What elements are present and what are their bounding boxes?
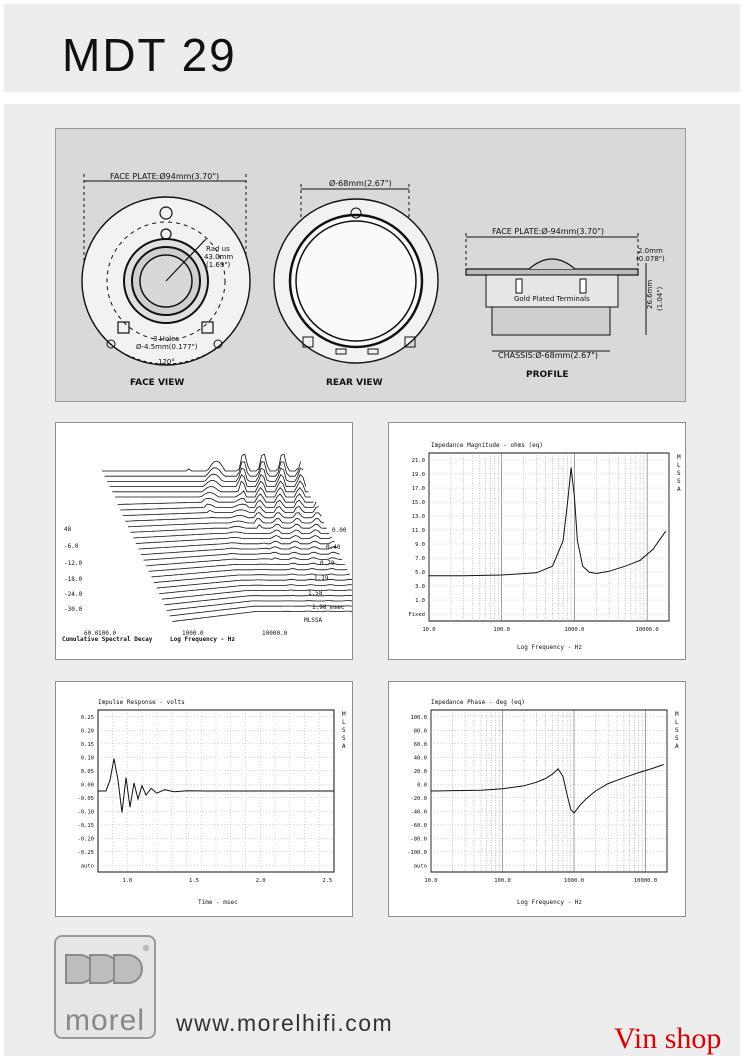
y-tick-label: -80.0: [410, 836, 427, 843]
x-tick-label: 10.0: [424, 878, 438, 884]
side-label-letter: S: [677, 478, 681, 485]
csd-time-tick: 0.79: [320, 560, 335, 567]
decay-slice: [107, 468, 303, 481]
y-tick-label: auto: [80, 863, 94, 870]
impulse-chart: [56, 682, 352, 916]
csd-svg: [56, 423, 352, 659]
rear-view-label: REAR VIEW: [326, 378, 383, 388]
y-tick-label: 9.0: [415, 542, 425, 548]
chart-xlabel: Log Frequency - Hz: [517, 644, 583, 651]
y-tick-label: 100.0: [410, 714, 427, 721]
diagram-svg: [56, 129, 687, 403]
decay-slice: [123, 507, 319, 516]
y-tick-label: -0.05: [77, 795, 94, 802]
csd-ytick: -18.0: [64, 576, 83, 583]
decay-slice: [125, 513, 321, 522]
csd-time-tick: 0.40: [326, 544, 341, 551]
csd-caption-right: Log Frequency - Hz: [170, 636, 236, 643]
profile-faceplate: [466, 269, 638, 275]
decay-slice: [141, 547, 337, 555]
decay-slice: [105, 462, 301, 477]
series-line: [429, 468, 666, 576]
profile-view: [466, 233, 646, 351]
radius-label-2: 43.0mm: [204, 253, 234, 261]
y-tick-label: 5.0: [415, 570, 425, 576]
chart-title: Impedance Phase - deg (eq): [431, 699, 525, 706]
chart-xlabel: Log Frequency - Hz: [517, 899, 583, 906]
csd-panel: [55, 422, 353, 660]
csd-xtick: 60.0: [84, 630, 99, 637]
x-tick-label: 2.5: [322, 878, 333, 884]
side-label-letter: M: [675, 711, 679, 718]
csd-caption-left: Cumulative Spectral Decay: [62, 636, 153, 643]
side-label-letter: M: [677, 454, 681, 461]
csd-time-tick: 0.00: [332, 527, 347, 534]
impulse-panel: [55, 681, 353, 917]
profile-terminal-2: [580, 279, 586, 293]
side-label-letter: S: [342, 735, 346, 742]
thick-label-1: 2.0mm: [638, 247, 663, 255]
y-tick-label: -0.15: [77, 822, 94, 829]
logo-word: morel: [64, 1004, 145, 1037]
decay-slice: [138, 541, 334, 549]
y-tick-label: 15.0: [411, 500, 425, 506]
x-tick-label: 1.0: [122, 878, 133, 884]
y-tick-label: -0.20: [77, 836, 94, 843]
chart-xlabel: Time - msec: [198, 899, 238, 906]
angle-label: 120°: [158, 358, 175, 366]
csd-xtick: 10000.0: [262, 630, 288, 637]
plot-frame: [429, 453, 669, 621]
side-label-letter: S: [675, 727, 679, 734]
csd-time-tick: 1.19: [314, 575, 329, 582]
y-tick-label: 0.05: [80, 768, 94, 775]
rear-chassis-ring: [290, 215, 422, 347]
title-bar: [4, 4, 740, 92]
y-tick-label: 0.00: [80, 782, 94, 789]
rear-diameter-label: Ø-68mm(2.67"): [329, 179, 392, 188]
thick-label-2: (0.078"): [636, 255, 665, 263]
y-tick-label: -60.0: [410, 822, 427, 829]
y-tick-label: 0.0: [417, 782, 427, 789]
profile-face-plate-label: FACE PLATE:Ø-94mm(3.70"): [492, 227, 605, 236]
profile-terminal-1: [516, 279, 522, 293]
y-tick-label: 80.0: [413, 728, 427, 735]
impedance-panel: [388, 422, 686, 660]
y-tick-label: -100.0: [407, 849, 427, 856]
radius-label-1: Rad us: [206, 245, 230, 253]
y-tick-label: 17.0: [411, 486, 425, 492]
series-line: [431, 765, 664, 814]
y-tick-label: 13.0: [411, 514, 425, 520]
x-tick-label: 10.0: [422, 627, 436, 633]
csd-ytick: 48: [64, 526, 72, 533]
face-plate-label: FACE PLATE:Ø94mm(3.70"): [110, 172, 220, 181]
x-tick-label: 1.5: [189, 878, 199, 884]
csd-ytick: -6.0: [64, 543, 79, 550]
y-tick-label: 0.20: [80, 728, 94, 735]
y-tick-label: -20.0: [410, 795, 427, 802]
page-title: MDT 29: [62, 29, 237, 81]
y-tick-label: 7.0: [415, 556, 425, 562]
profile-dome: [529, 259, 575, 269]
csd-xtick: 100.0: [98, 630, 117, 637]
y-tick-label: -0.10: [77, 809, 94, 816]
face-view-label: FACE VIEW: [130, 378, 185, 388]
csd-brand: MLSSA: [304, 617, 323, 624]
side-label-letter: S: [675, 735, 679, 742]
y-tick-label: 20.0: [413, 768, 427, 775]
mechanical-diagram: [55, 128, 686, 402]
csd-time-tick: 1.58: [308, 590, 323, 597]
depth-label-2: (1.04"): [656, 286, 664, 311]
y-tick-label: 1.0: [415, 598, 425, 604]
y-tick-label: 40.0: [413, 755, 427, 762]
side-label-letter: A: [342, 743, 346, 750]
radius-label-3: (1.69"): [206, 261, 231, 269]
x-tick-label: 1000.0: [564, 878, 584, 884]
profile-chassis: [492, 307, 610, 335]
side-label-letter: L: [677, 462, 681, 469]
side-label-letter: M: [342, 711, 346, 718]
y-tick-label: 0.15: [80, 741, 94, 748]
decay-slice: [159, 585, 352, 594]
side-label-letter: A: [675, 743, 679, 750]
website-url[interactable]: www.morelhifi.com: [176, 1010, 394, 1036]
y-tick-label: Fixed: [408, 612, 425, 618]
decay-slice: [136, 536, 332, 544]
decay-slice: [162, 590, 352, 599]
chart-title: Impulse Response - volts: [98, 699, 185, 706]
csd-ytick: -24.0: [64, 591, 83, 598]
x-tick-label: 1000.0: [564, 627, 585, 633]
profile-label: PROFILE: [526, 370, 569, 380]
chassis-label: CHASSIS:Ø-68mm(2.67"): [498, 351, 599, 360]
y-tick-label: 0.10: [80, 755, 94, 762]
y-tick-label: auto: [413, 863, 427, 870]
x-tick-label: 10000.0: [635, 627, 659, 633]
y-tick-label: 3.0: [415, 584, 425, 590]
side-label-letter: L: [342, 719, 346, 726]
decay-slice: [102, 454, 298, 471]
depth-label-1: 26.6mm: [646, 279, 654, 309]
impedance-chart: [389, 423, 685, 659]
y-tick-label: -0.25: [77, 849, 94, 856]
terminals-label: Gold Plated Terminals: [514, 295, 590, 303]
csd-ytick: -12.0: [64, 560, 83, 567]
registered-mark: ®: [142, 944, 150, 953]
y-tick-label: 11.0: [411, 528, 425, 534]
y-tick-label: 21.0: [411, 458, 425, 464]
side-label-letter: A: [677, 486, 681, 493]
csd-xtick: 1000.0: [182, 630, 204, 637]
x-tick-label: 10000.0: [633, 878, 658, 884]
csd-ytick: -30.0: [64, 606, 83, 613]
x-tick-label: 100.0: [493, 627, 510, 633]
y-tick-label: 19.0: [411, 472, 425, 478]
watermark: Vin shop: [614, 1022, 722, 1055]
decay-slice: [118, 494, 314, 505]
y-tick-label: -40.0: [410, 809, 427, 816]
holes-label-2: Ø-4.5mm(0.177"): [136, 343, 198, 351]
y-tick-label: 0.25: [80, 714, 94, 721]
csd-time-tick: 1.98 msec: [312, 604, 345, 611]
x-tick-label: 100.0: [494, 878, 511, 884]
x-tick-label: 2.0: [255, 878, 266, 884]
y-tick-label: 60.0: [413, 741, 427, 748]
holes-label-1: 3 Holes: [153, 335, 180, 343]
side-label-letter: S: [342, 727, 346, 734]
phase-chart: [389, 682, 685, 916]
rear-view: [274, 184, 438, 363]
side-label-letter: S: [677, 470, 681, 477]
phase-panel: [388, 681, 686, 917]
chart-title: Impedance Magnitude - ohms (eq): [431, 442, 543, 449]
side-label-letter: L: [675, 719, 679, 726]
